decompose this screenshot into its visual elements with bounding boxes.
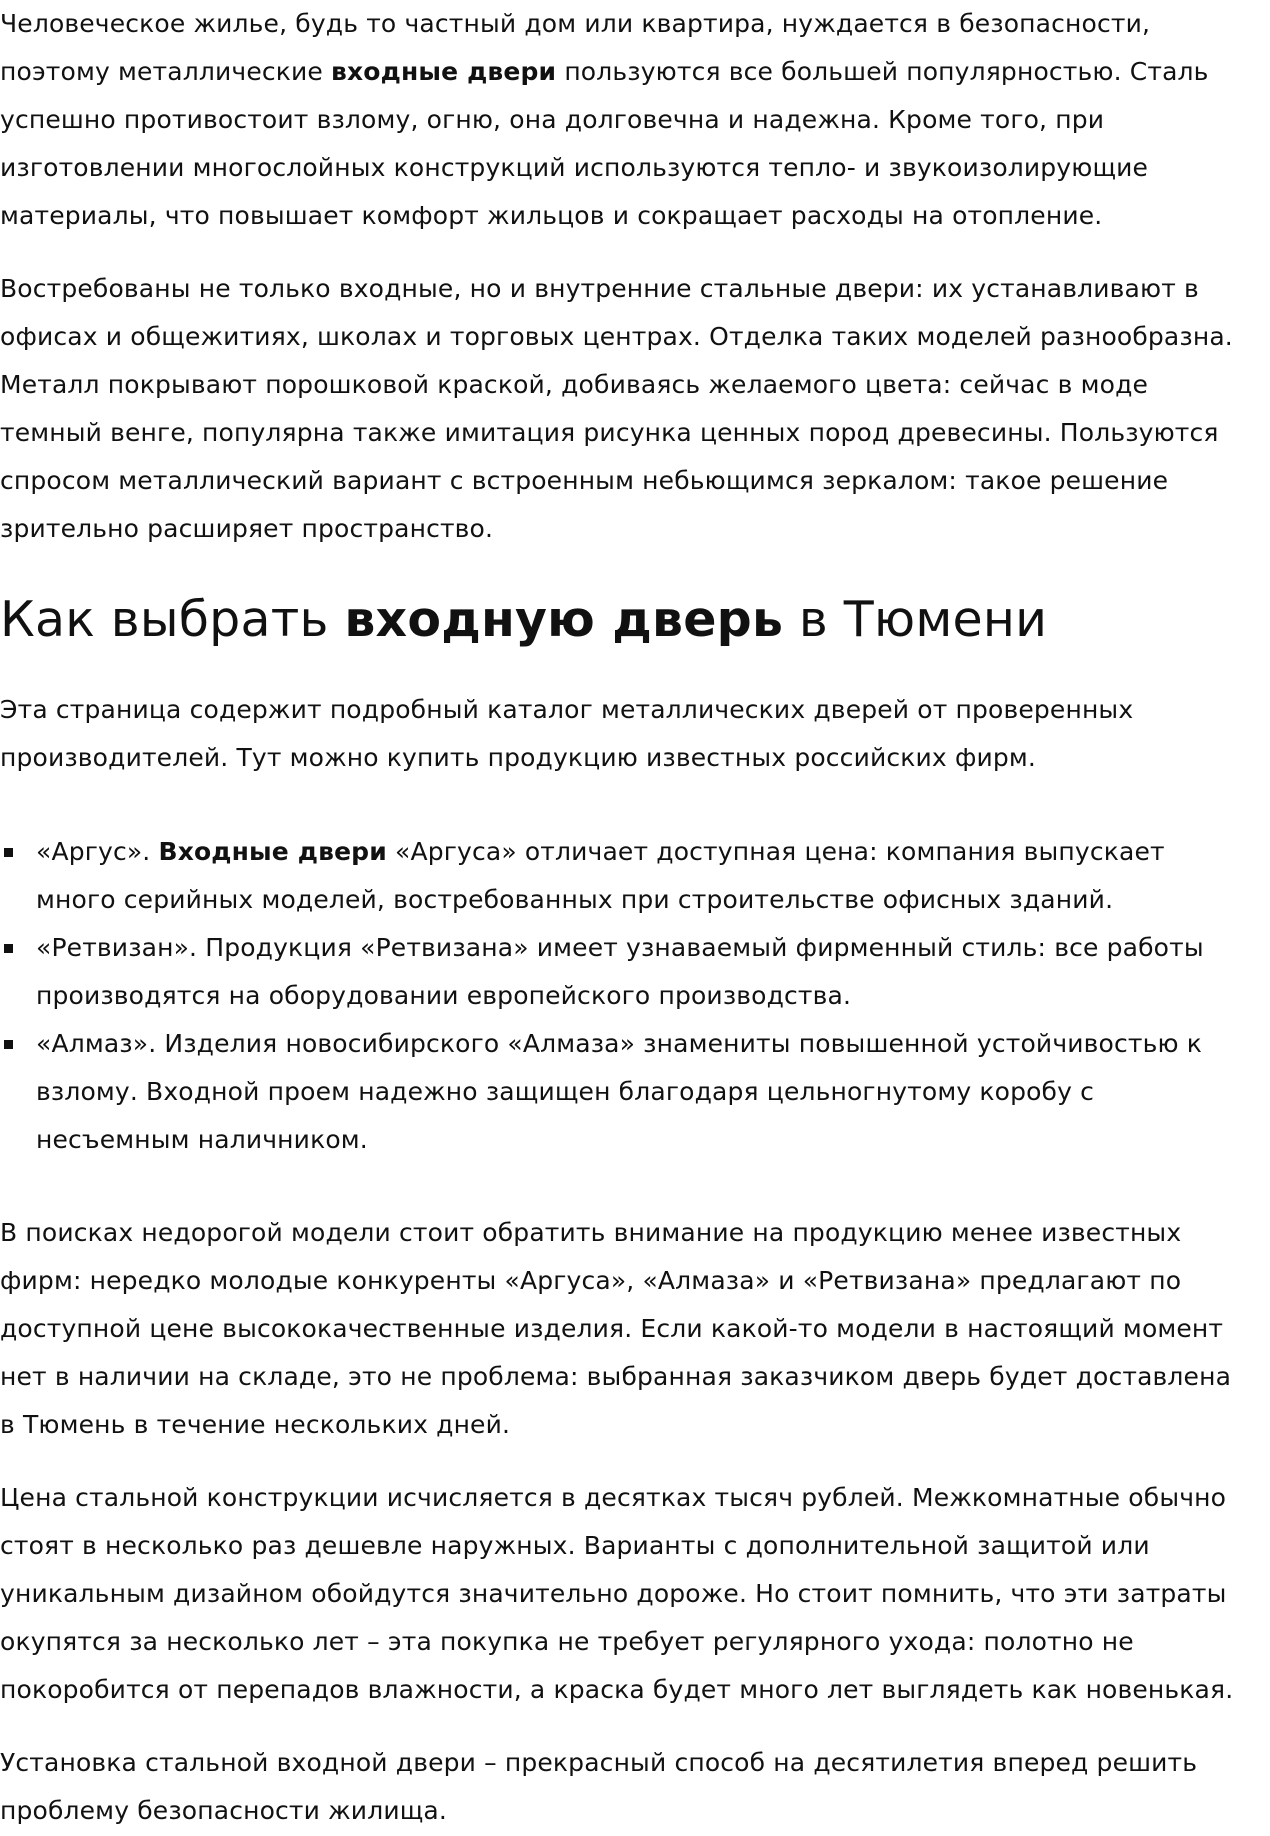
text-line: спросом металлический вариант с встроенным небьющимся зеркалом: такое решение <box>0 466 1169 495</box>
text-line: много серийных моделей, востребованных при строительстве офисных зданий. <box>36 885 1114 914</box>
text-line: успешно противостоит взлому, огню, она долговечна и надежна. Кроме того, при <box>0 105 1105 134</box>
text-line: «Алмаз». Изделия новосибирского «Алмаза» знамениты повышенной устойчивостью к <box>36 1029 1203 1058</box>
text-fragment: «Аргус». <box>36 837 159 866</box>
text-line: доступной цене высококачественные изделия. Если какой-то модели в настоящий момент <box>0 1314 1224 1343</box>
text-line: уникальным дизайном обойдутся значительно дороже. Но стоит помнить, что эти затраты <box>0 1579 1227 1608</box>
conclusion-paragraph <box>0 1739 1197 1835</box>
text-line: Металл покрывают порошковой краской, добиваясь желаемого цвета: сейчас в моде <box>0 370 1149 399</box>
text-line: офисах и общежитиях, школах и торговых центрах. Отделка таких моделей разнообразна. <box>0 322 1233 351</box>
pricing-paragraph <box>0 1474 1233 1714</box>
text-line: изготовлении многослойных конструкций используются тепло- и звукоизолирующие <box>0 153 1149 182</box>
text-fragment: «Аргуса» отличает доступная цена: компания выпускает <box>386 837 1165 866</box>
list-item-retvizan <box>0 924 1204 1020</box>
text-line: в Тюмень в течение нескольких дней. <box>0 1410 511 1439</box>
text-line: фирм: нередко молодые конкуренты «Аргуса», «Алмаза» и «Ретвизана» предлагают по <box>0 1266 1182 1295</box>
heading-keyword-bold: входную дверь <box>344 591 784 648</box>
heading-text: Как выбрать <box>0 591 345 648</box>
text-line: стоят в несколько раз дешевле наружных. Варианты с дополнительной защитой или <box>0 1531 1150 1560</box>
budget-models-paragraph <box>0 1209 1231 1449</box>
text-line: несъемным наличником. <box>36 1125 368 1154</box>
text-fragment: поэтому металлические <box>0 57 332 86</box>
text-line <box>0 48 1209 96</box>
text-line: нет в наличии на складе, это не проблема: выбранная заказчиком дверь будет доставлена <box>0 1362 1232 1391</box>
text-line: зрительно расширяет пространство. <box>0 514 494 543</box>
text-line: материалы, что повышает комфорт жильцов и сокращает расходы на отопление. <box>0 201 1103 230</box>
text-line: проблему безопасности жилища. <box>0 1796 447 1825</box>
square-bullet-icon <box>4 848 13 857</box>
text-fragment: пользуются все большей популярностью. Сталь <box>556 57 1209 86</box>
text-line: покоробится от перепадов влажности, а краска будет много лет выглядеть как новенькая. <box>0 1675 1234 1704</box>
text-line: Востребованы не только входные, но и внутренние стальные двери: их устанавливают в <box>0 274 1199 303</box>
keyword-bold: входные двери <box>331 57 557 86</box>
square-bullet-icon <box>4 944 13 953</box>
intro-paragraph-security <box>0 0 1209 240</box>
section-heading <box>0 585 1047 655</box>
catalog-intro-paragraph <box>0 686 1133 782</box>
intro-paragraph-interior-doors <box>0 265 1233 553</box>
text-line <box>36 828 1204 876</box>
list-item-argus <box>0 828 1204 924</box>
text-line: Цена стальной конструкции исчисляется в десятках тысяч рублей. Межкомнатные обычно <box>0 1483 1227 1512</box>
text-line: окупятся за несколько лет – эта покупка не требует регулярного ухода: полотно не <box>0 1627 1134 1656</box>
brand-list <box>0 828 1204 1164</box>
text-line: взлому. Входной проем надежно защищен благодаря цельногнутому коробу с <box>36 1077 1095 1106</box>
list-item-almaz <box>0 1020 1204 1164</box>
text-line: Установка стальной входной двери – прекрасный способ на десятилетия вперед решить <box>0 1748 1198 1777</box>
square-bullet-icon <box>4 1040 13 1049</box>
text-line: Человеческое жилье, будь то частный дом или квартира, нуждается в безопасности, <box>0 9 1151 38</box>
keyword-bold: Входные двери <box>158 837 387 866</box>
text-line: производятся на оборудовании европейского производства. <box>36 981 852 1010</box>
text-line: Эта страница содержит подробный каталог металлических дверей от проверенных <box>0 695 1134 724</box>
text-line: В поисках недорогой модели стоит обратить внимание на продукцию менее известных <box>0 1218 1182 1247</box>
text-line: темный венге, популярна также имитация рисунка ценных пород древесины. Пользуются <box>0 418 1219 447</box>
heading-text: в Тюмени <box>783 591 1048 648</box>
text-line: «Ретвизан». Продукция «Ретвизана» имеет узнаваемый фирменный стиль: все работы <box>36 933 1204 962</box>
text-line: производителей. Тут можно купить продукцию известных российских фирм. <box>0 743 1036 772</box>
